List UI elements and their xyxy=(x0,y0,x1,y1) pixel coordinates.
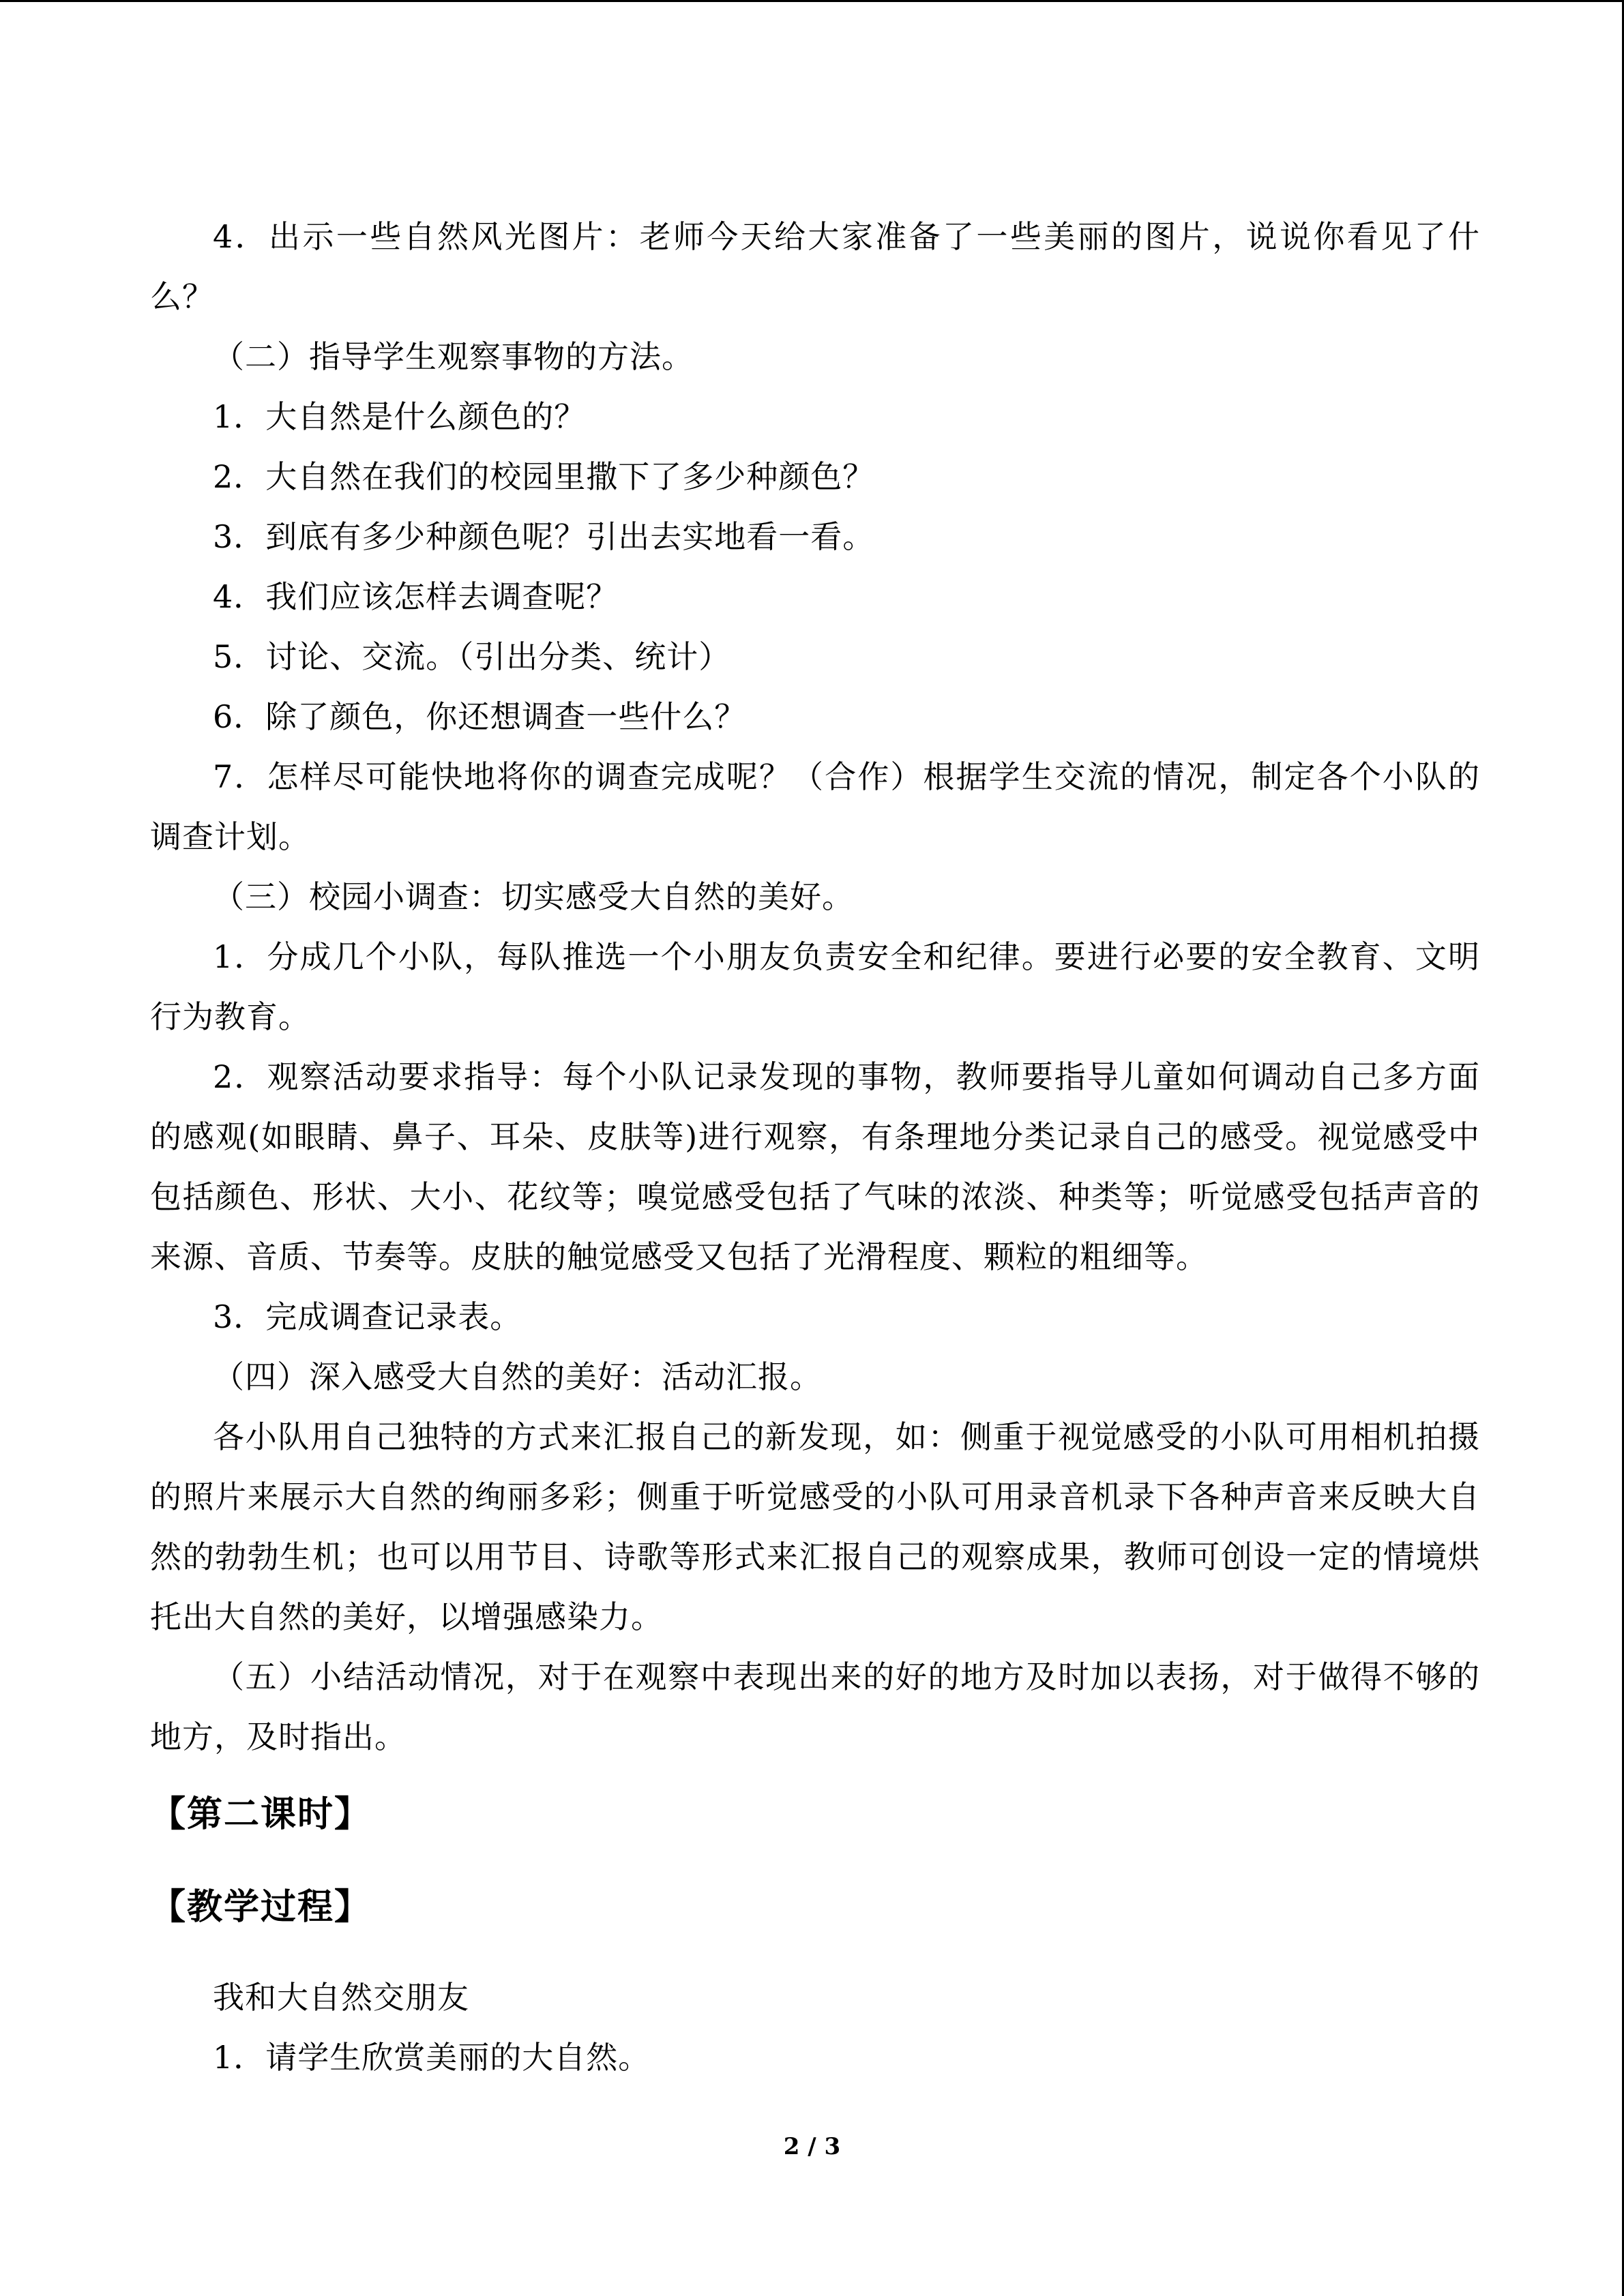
document-body xyxy=(150,207,1480,2087)
paragraph: 我和大自然交朋友 xyxy=(213,1979,469,2016)
paragraph: 1．分成几个小队，每队推选一个小朋友负责安全和纪律。要进行必要的安全教育、文明行为教育。 xyxy=(150,938,1480,1035)
section-heading-two: （二）指导学生观察事物的方法。 xyxy=(213,338,694,375)
paragraph: 3．到底有多少种颜色呢？引出去实地看一看。 xyxy=(213,518,875,555)
paragraph: 2．大自然在我们的校园里撒下了多少种颜色？ xyxy=(213,458,875,495)
section-heading-four: （四）深入感受大自然的美好：活动汇报。 xyxy=(213,1358,822,1395)
paragraph: 4．我们应该怎样去调查呢？ xyxy=(213,578,619,615)
paragraph: 1．大自然是什么颜色的？ xyxy=(213,398,587,435)
section-heading-five: （五）小结活动情况，对于在观察中表现出来的好的地方及时加以表扬，对于做得不够的地方，及时指出。 xyxy=(150,1658,1480,1755)
section-heading-three: （三）校园小调查：切实感受大自然的美好。 xyxy=(213,878,854,915)
paragraph: 7．怎样尽可能快地将你的调查完成呢？（合作）根据学生交流的情况，制定各个小队的调查计划。 xyxy=(150,758,1480,855)
paragraph: 4．出示一些自然风光图片：老师今天给大家准备了一些美丽的图片，说说你看见了什么？ xyxy=(150,218,1480,315)
paragraph: 1．请学生欣赏美丽的大自然。 xyxy=(213,2039,651,2076)
process-heading: 【教学过程】 xyxy=(150,1887,372,1928)
paragraph: 6．除了颜色，你还想调查一些什么？ xyxy=(213,698,747,735)
lesson-heading: 【第二课时】 xyxy=(150,1794,372,1835)
paragraph: 3．完成调查记录表。 xyxy=(213,1298,522,1335)
page-number: 2 / 3 xyxy=(783,2133,841,2160)
paragraph: 各小队用自己独特的方式来汇报自己的新发现，如：侧重于视觉感受的小队可用相机拍摄的照片来展示大自然的绚丽多彩；侧重于听觉感受的小队可用录音机录下各种声音来反映大自然的勃勃生机；也可以用节目、诗歌等形式来汇报自己的观察成果，教师可创设一定的情境烘托出大自然的美好，以增强感染力。 xyxy=(150,1418,1480,1635)
paragraph: 5．讨论、交流。（引出分类、统计） xyxy=(213,638,731,675)
paragraph: 2．观察活动要求指导：每个小队记录发现的事物，教师要指导儿童如何调动自己多方面的感观(如眼睛、鼻子、耳朵、皮肤等)进行观察，有条理地分类记录自己的感受。视觉感受中包括颜色、形状、大小、花纹等；嗅觉感受包括了气味的浓淡、种类等；听觉感受包括声音的来源、音质、节奏等。皮肤的触觉感受又包括了光滑程度、颗粒的粗细等。 xyxy=(150,1058,1480,1275)
